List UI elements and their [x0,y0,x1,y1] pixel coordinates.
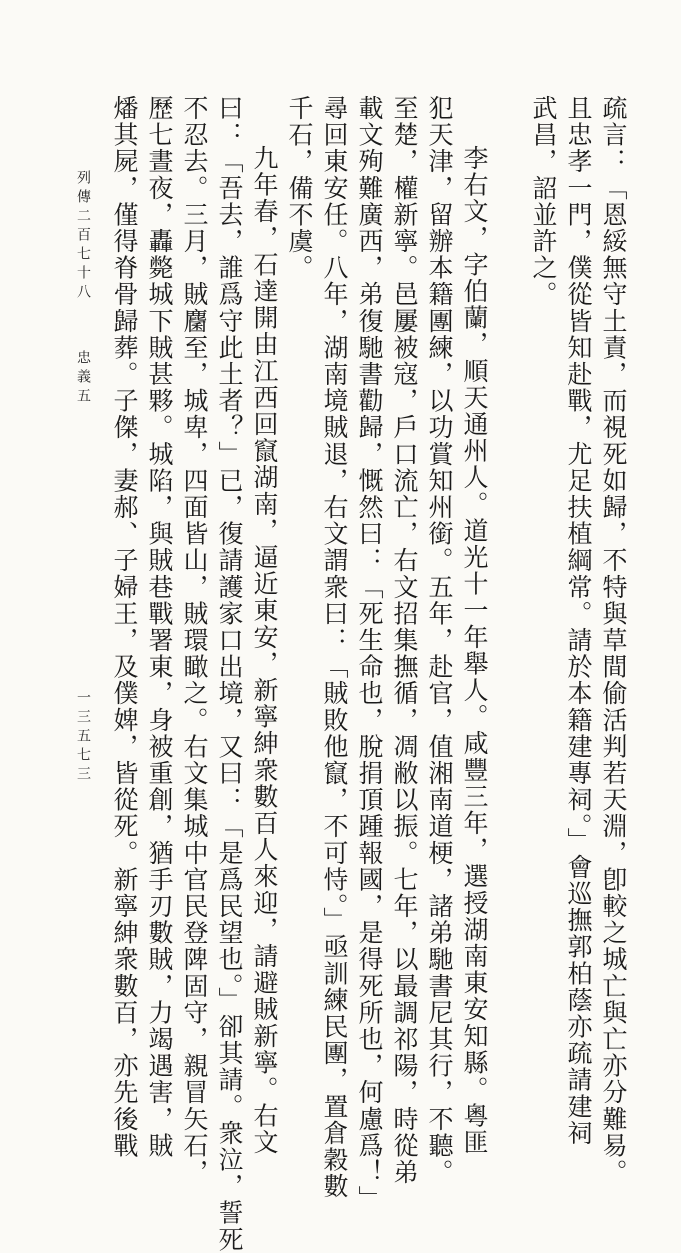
text-column-2: 且忠孝一門，僕從皆知赴戰，尤足扶植綱常。請於本籍建專祠。」會巡撫郭柏蔭亦疏請建祠 [564,95,593,1147]
text-column-12: 不忍去。三月，賊麕至，城卑，四面皆山，賊環瞰之。右文集城中官民登陴固守，親冒矢石， [180,95,209,1186]
text-column-13: 歷七晝夜，轟斃城下賊甚夥。城陷，與賊巷戰署東，身被重創，猶手刃數賊，力竭遇害，賊 [145,95,174,1159]
text-column-11: 曰：「吾去，誰爲守此土者？」已，復請護家口出境，又曰：「是爲民望也。」卻其請。衆泣，誓死 [215,95,244,1253]
footer-page-number: 一三五七三 [75,690,91,785]
text-column-4: 李右文，字伯蘭，順天通州人。道光十一年舉人。咸豐三年，選授湖南東安知縣。粵匪 [460,145,489,1156]
footer-chapter: 列傳二百七十八 [75,170,91,303]
text-column-5: 犯天津，留辦本籍團練，以功賞知州銜。五年，赴官，值湘南道梗，諸弟馳書尼其行，不聽。 [425,95,454,1186]
text-column-3: 武昌，詔並許之。 [529,95,558,308]
text-column-8: 尋回東安任。八年，湖南境賊退，右文謂衆曰：「賊敗他竄，不可恃。」亟訓練民團，置倉穀數 [320,95,349,1200]
footer-section: 忠義五 [75,350,91,407]
text-column-10: 九年春，石達開由江西回竄湖南，逼近東安，新寧紳衆數百人來迎，請避賊新寧。右文 [250,145,279,1156]
text-column-6: 至楚，權新寧。邑屢被寇，戶口流亡，右文招集撫循，凋敝以振。七年，以最調祁陽，時從弟 [390,95,419,1186]
text-column-7: 載文殉難廣西，弟復馳書勸歸，慨然曰：「死生命也，脫捐頂踵報國，是得死所也，何慮爲！」 [355,95,384,1213]
text-column-9: 千石，備不虞。 [285,95,314,282]
text-column-14: 燔其屍，僅得脊骨歸葬。子傑，妻郝、子婦王，及僕婢，皆從死。新寧紳衆數百，亦先後戰 [110,95,139,1159]
text-column-1: 疏言：「恩綏無守土責，而視死如歸，不特與草間偷活判若天淵，卽較之城亡與亡亦分難易。 [599,95,628,1186]
